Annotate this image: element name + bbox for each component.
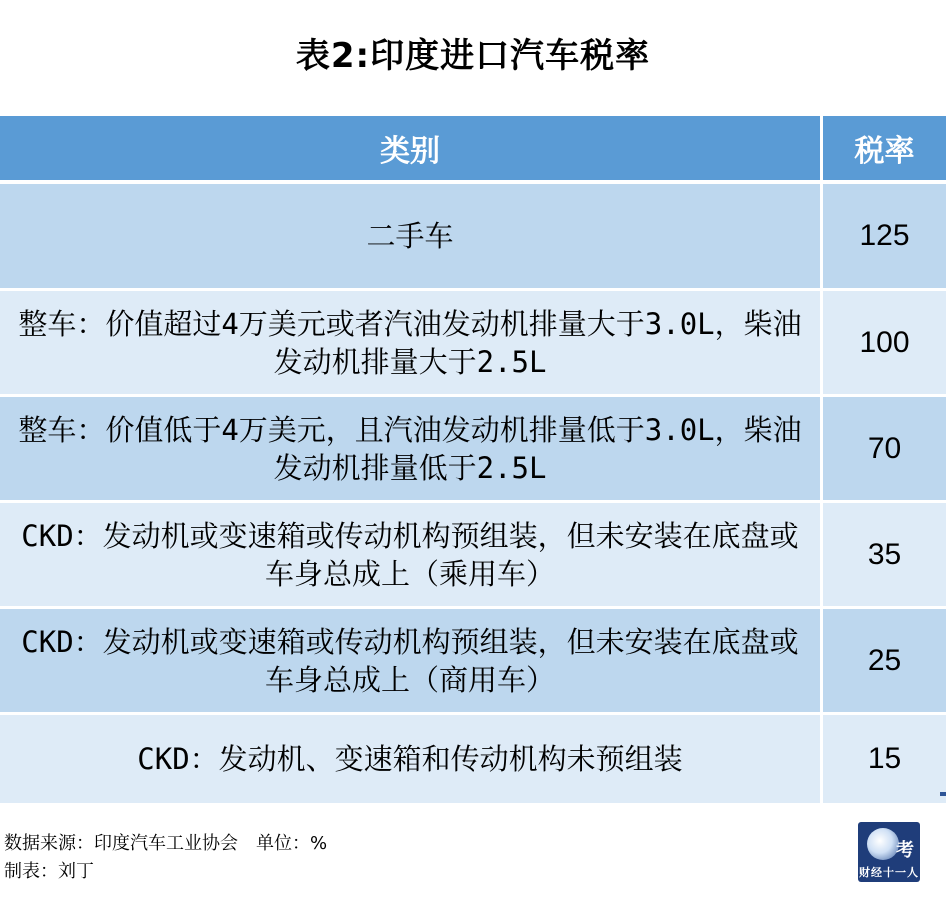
row-rate: 25 bbox=[820, 609, 946, 712]
row-rate: 15 bbox=[820, 715, 946, 803]
author-note: 制表：刘丁 bbox=[4, 861, 94, 882]
edge-mark bbox=[940, 792, 946, 796]
row-category: CKD：发动机或变速箱或传动机构预组装，但未安装在底盘或车身总成上（乘用车） bbox=[0, 503, 820, 606]
table-title: 表2:印度进口汽车税率 bbox=[295, 36, 651, 76]
source-note: 数据来源：印度汽车工业协会 单位：% bbox=[4, 833, 328, 854]
header-rate: 税率 bbox=[820, 116, 946, 180]
globe-logo-icon bbox=[867, 828, 899, 860]
header-category: 类别 bbox=[0, 116, 820, 180]
logo-text: 财经十一人 bbox=[859, 866, 919, 879]
row-rate: 70 bbox=[820, 397, 946, 500]
row-category: 整车：价值低于4万美元，且汽油发动机排量低于3.0L，柴油发动机排量低于2.5L bbox=[0, 397, 820, 500]
table-row bbox=[0, 291, 946, 397]
row-category: CKD：发动机、变速箱和传动机构未预组装 bbox=[0, 715, 820, 803]
table-row bbox=[0, 503, 946, 609]
row-rate: 35 bbox=[820, 503, 946, 606]
logo-glyph: 考 bbox=[896, 840, 914, 861]
table-row bbox=[0, 397, 946, 503]
table-row bbox=[0, 715, 946, 803]
row-category: 二手车 bbox=[0, 184, 820, 288]
row-rate: 125 bbox=[820, 184, 946, 288]
table-row bbox=[0, 609, 946, 715]
brand-logo bbox=[858, 822, 920, 882]
row-rate: 100 bbox=[820, 291, 946, 394]
footer-notes bbox=[4, 830, 327, 886]
row-category: 整车：价值超过4万美元或者汽油发动机排量大于3.0L，柴油发动机排量大于2.5L bbox=[0, 291, 820, 394]
tax-rate-table bbox=[0, 116, 946, 803]
table-header-row bbox=[0, 116, 946, 184]
row-category: CKD：发动机或变速箱或传动机构预组装，但未安装在底盘或车身总成上（商用车） bbox=[0, 609, 820, 712]
table-row bbox=[0, 184, 946, 291]
